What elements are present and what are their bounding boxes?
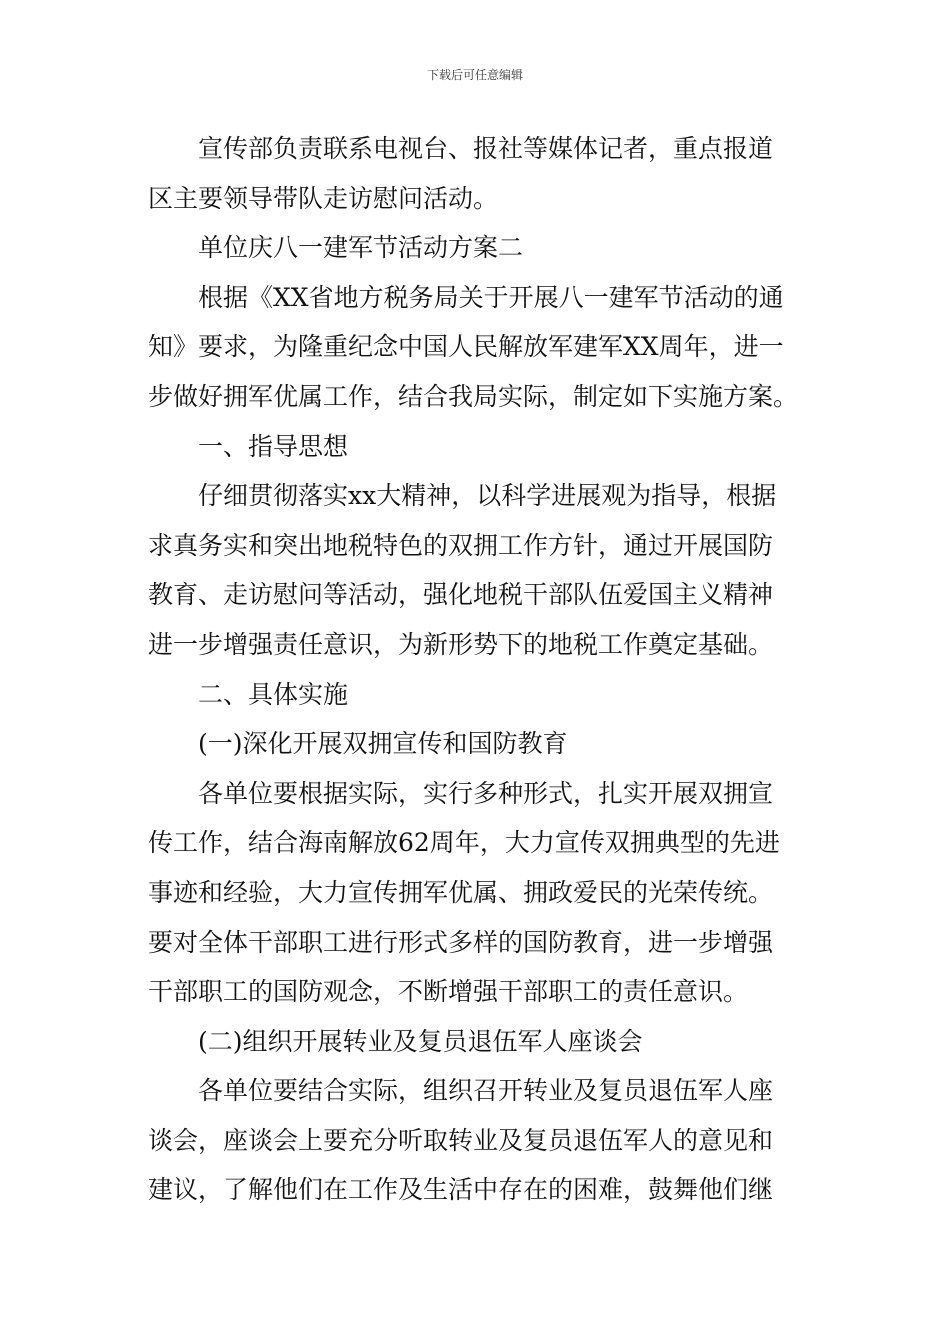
page-header: 下载后可任意编辑: [426, 68, 523, 82]
paragraph-line: 各单位要根据实际，实行多种形式，扎实开展双拥宣: [198, 778, 774, 808]
section-heading: 二、具体实施: [198, 679, 349, 709]
paragraph-line: 传工作，结合海南解放62周年，大力宣传双拥典型的先进: [148, 828, 780, 858]
paragraph-line: 各单位要结合实际，组织召开转业及复员退伍军人座: [198, 1076, 774, 1106]
paragraph-line: 仔细贯彻落实xx大精神，以科学进展观为指导，根据: [198, 481, 777, 511]
section-title: 单位庆八一建军节活动方案二: [198, 233, 524, 263]
paragraph-line: 根据《XX省地方税务局关于开展八一建军节活动的通: [198, 282, 784, 312]
paragraph-line: 建议，了解他们在工作及生活中存在的困难，鼓舞他们继: [148, 1175, 774, 1205]
paragraph-line: 宣传部负责联系电视台、报社等媒体记者，重点报道: [198, 134, 774, 163]
paragraph-line: 知》要求，为隆重纪念中国人民解放军建军XX周年，进一: [148, 332, 784, 362]
document-body: [148, 124, 808, 1215]
subsection-heading: (一)深化开展双拥宣传和国防教育: [198, 729, 568, 759]
paragraph-line: 干部职工的国防观念，不断增强干部职工的责任意识。: [148, 977, 749, 1007]
paragraph-line: 区主要领导带队走访慰问活动。: [148, 183, 499, 213]
paragraph-line: 谈会，座谈会上要充分听取转业及复员退伍军人的意见和: [148, 1125, 774, 1155]
section-heading: 一、指导思想: [198, 431, 349, 461]
paragraph-line: 求真务实和突出地税特色的双拥工作方针，通过开展国防: [148, 530, 774, 560]
paragraph-line: 进一步增强责任意识，为新形势下的地税工作奠定基础。: [148, 629, 774, 659]
paragraph-line: 教育、走访慰问等活动，强化地税干部队伍爱国主义精神: [148, 580, 774, 610]
paragraph-line: 事迹和经验，大力宣传拥军优属、拥政爱民的光荣传统。: [148, 877, 774, 907]
subsection-heading: (二)组织开展转业及复员退伍军人座谈会: [198, 1026, 643, 1056]
paragraph-line: 步做好拥军优属工作，结合我局实际，制定如下实施方案。: [148, 381, 799, 411]
paragraph-line: 要对全体干部职工进行形式多样的国防教育，进一步增强: [148, 927, 774, 957]
